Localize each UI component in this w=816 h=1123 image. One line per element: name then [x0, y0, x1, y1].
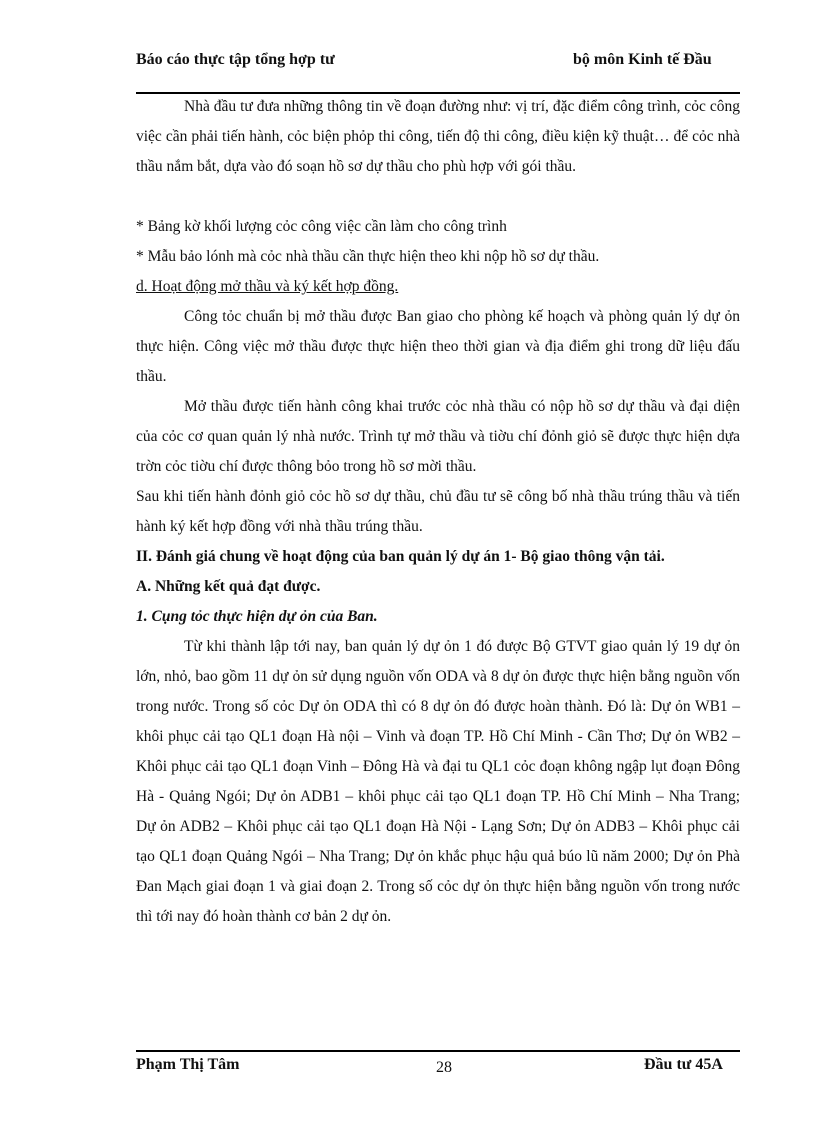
bullet-workload-table: * Bảng kờ khối lượng cỏc công việc cần làm cho công trình — [136, 218, 507, 235]
bullet-guarantee-form: * Mẫu bảo lónh mà cỏc nhà thầu cần thực hiện theo khi nộp hồ sơ dự thầu. — [136, 248, 600, 265]
section-heading-ii: II. Đánh giá chung về hoạt động của ban quản lý dự án 1- Bộ giao thông vận tải. — [136, 548, 665, 565]
footer-divider — [136, 1050, 740, 1052]
section-heading-1: 1. Cụng tỏc thực hiện dự ỏn của Ban. — [136, 608, 378, 625]
header-department: bộ môn Kinh tế Đầu — [573, 51, 712, 68]
spacer — [136, 182, 740, 212]
header-title: Báo cáo thực tập tổng hợp tư — [136, 51, 335, 68]
footer-class: Đầu tư 45A — [644, 1056, 723, 1073]
paragraph-contract-signing: Sau khi tiến hành đỏnh giỏ cỏc hồ sơ dự thầu, chủ đầu tư sẽ công bố nhà thầu trúng thầu và tiến hành ký kết hợp đồng với nhà thầu trúng thầu. — [136, 488, 740, 535]
footer-author: Phạm Thị Tâm — [136, 1056, 240, 1073]
document-body — [136, 92, 740, 932]
paragraph-bid-opening-prep: Công tỏc chuẩn bị mở thầu được Ban giao cho phòng kế hoạch và phòng quản lý dự ỏn thực hiện. Công việc mở thầu được thực hiện theo thời gian và địa điểm ghi trong dữ liệu đấu thầu. — [136, 308, 740, 385]
paragraph-project-results: Từ khi thành lập tới nay, ban quản lý dự ỏn 1 đó được Bộ GTVT giao quản lý 19 dự ỏn lớn, nhỏ, bao gồm 11 dự ỏn sử dụng nguồn vốn ODA và 8 dự ỏn được thực hiện bằng nguồn vốn trong nước. Trong số cỏc Dự ỏn ODA thì có 8 dự ỏn đó được hoàn thành. Đó là: Dự ỏn WB1 – khôi phục cải tạo QL1 đoạn Hà nội – Vinh và đoạn TP. Hồ Chí Minh - Cần Thơ; Dự ỏn WB2 – Khôi phục cải tạo QL1 đoạn Vinh – Đông Hà và đại tu QL1 cỏc đoạn không ngập lụt đoạn Đông Hà - Quảng Ngói; Dự ỏn ADB1 – khôi phục cải tạo QL1 đoạn TP. Hồ Chí Minh – Nha Trang; Dự ỏn ADB2 – Khôi phục cải tạo QL1 đoạn Hà Nội - Lạng Sơn; Dự ỏn ADB3 – Khôi phục cải tạo QL1 đoạn Quảng Ngói – Nha Trang; Dự ỏn khắc phục hậu quả búo lũ năm 2000; Dự ỏn Phà Đan Mạch giai đoạn 1 và giai đoạn 2. Trong số cỏc dự ỏn thực hiện bằng nguồn vốn trong nước thì tới nay đó hoàn thành cơ bản 2 dự ỏn. — [136, 638, 740, 925]
paragraph-bidder-info: Nhà đầu tư đưa những thông tin về đoạn đường như: vị trí, đặc điểm công trình, cỏc công việc cần phải tiến hành, cỏc biện phỏp thi công, tiến độ thi công, điều kiện kỹ thuật… để cỏc nhà thầu nắm bắt, dựa vào đó soạn hồ sơ dự thầu cho phù hợp với gói thầu. — [136, 98, 740, 175]
page-number: 28 — [436, 1059, 452, 1076]
section-heading-d: d. Hoạt động mở thầu và ký kết hợp đồng. — [136, 278, 399, 295]
paragraph-bid-opening: Mở thầu được tiến hành công khai trước cỏc nhà thầu có nộp hồ sơ dự thầu và đại diện của cỏc cơ quan quản lý nhà nước. Trình tự mở thầu và tiờu chí đỏnh giỏ sẽ được thực hiện dựa trờn cỏc tiờu chí được thông bỏo trong hồ sơ mời thầu. — [136, 398, 740, 475]
section-heading-a: A. Những kết quả đạt được. — [136, 578, 321, 595]
